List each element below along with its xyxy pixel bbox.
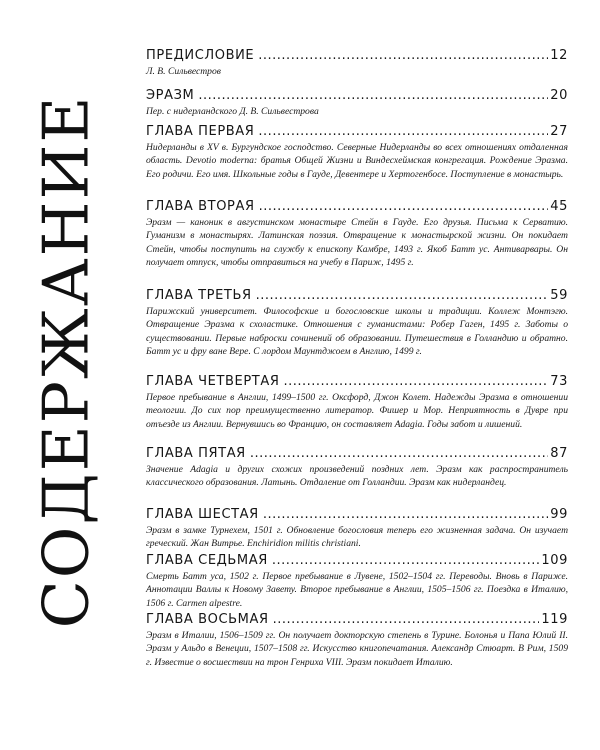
toc-entry-title: ГЛАВА ВОСЬМАЯ (146, 612, 269, 627)
toc-entry-title: ГЛАВА ТРЕТЬЯ (146, 288, 252, 303)
toc-entry-title: ПРЕДИСЛОВИЕ (146, 48, 255, 63)
toc-entry-title: ГЛАВА СЕДЬМАЯ (146, 553, 268, 568)
toc-entry-desc: Парижский университет. Философские и богословские школы и традиции. Коллеж Монтэгю. Отвращение Эразма к схоластике. Отношения с гуманистами: Робер Гаген, 1495 г. Заботы о существовании. Первые наброски сочинений об образовании. Путешествия в Голландию и обратно. Батт ус и фру ване Вере. С лордом Маунтджоем в Англию, 1499 г. (146, 306, 568, 358)
dot-leader (250, 446, 548, 461)
toc-entry-head (146, 507, 568, 522)
toc-entry-head (146, 374, 568, 389)
toc-entry-page: 87 (550, 446, 568, 461)
toc-entry-chapter-3[interactable] (146, 288, 568, 359)
toc-entry-desc: Нидерланды в XV в. Бургундское господство. Северные Нидерланды во всех отношениях отдаленная область. Devotio moderna: братья Общей Жизни и Виндесхеймская конгрегация. Рождение Эразма. Его родичи. Его имя. Школьные годы в Гауде, Девентере и Хертогенбосе. Поступление в монастырь. (146, 142, 568, 180)
toc-entry-title: ГЛАВА ВТОРАЯ (146, 199, 255, 214)
toc-entry-desc: Значение Adagia и других схожих произведений поздних лет. Эразм как распространитель классического образования. Латынь. Отдаление от Голландии. Эразм как нидерландец. (146, 464, 568, 489)
toc-entry-desc: Эразм в Италии, 1506–1509 гг. Он получает докторскую степень в Турине. Болонья и Папа Юлий II. Эразм у Альдо в Венеции, 1507–1508 гг. Искусство книгопечатания. Александр Стюарт. В Рим, 1509 г. Известие о восшествии на трон Генриха VIII. Эразм покидает Италию. (146, 630, 568, 668)
toc-entry-title: ГЛАВА ПЯТАЯ (146, 446, 246, 461)
toc-entry-page: 99 (550, 507, 568, 522)
contents-heading-text: СОДЕРЖАНИЕ (29, 94, 103, 629)
toc-entry-head (146, 88, 568, 103)
toc-entry-head (146, 48, 568, 63)
toc-entry-chapter-8[interactable] (146, 612, 568, 669)
toc-entry-desc: Пер. с нидерландского Д. В. Сильвестрова (146, 106, 319, 117)
toc-entry-preface[interactable] (146, 48, 568, 78)
toc-entry-page: 59 (550, 288, 568, 303)
toc-entry-desc: Эразм — каноник в августинском монастыре Стейн в Гауде. Его друзья. Письма к Серватию. Гуманизм в монастырях. Латинская поэзия. Отвращение к монастырской жизни. Он покидает Стейн, чтобы поступить на службу к епископу Камбре, 1493 г. Якоб Батт ус. Антиварвары. Он получает отпуск, чтобы отправиться на учебу в Париж, 1495 г. (146, 217, 568, 269)
toc-entry-head (146, 124, 568, 139)
dot-leader (283, 374, 548, 389)
dot-leader (259, 199, 549, 214)
toc-entry-title: ГЛАВА ЧЕТВЕРТАЯ (146, 374, 280, 389)
dot-leader (273, 612, 540, 627)
toc-entry-desc: Смерть Батт уса, 1502 г. Первое пребывание в Лувене, 1502–1504 гг. Переводы. Вновь в Париже. Аннотации Валлы к Новому Завету. Второе пребывание в Англии, 1505–1506 гг. Поездка в Италию, 1506 г. Carmen alpestre. (146, 571, 568, 609)
toc-entry-head (146, 199, 568, 214)
toc-entry-page: 45 (550, 199, 568, 214)
toc-entry-title: ЭРАЗМ (146, 88, 195, 103)
dot-leader (258, 48, 548, 63)
toc-entry-head (146, 612, 568, 627)
toc-entry-chapter-4[interactable] (146, 374, 568, 431)
toc-entry-page: 27 (550, 124, 568, 139)
toc-entry-desc: Эразм в замке Турнехем, 1501 г. Обновление богословия теперь его жизненная задача. Он изучает греческий. Жан Витрье. Enchiridion militis christiani. (146, 525, 568, 550)
toc-entry-head (146, 288, 568, 303)
toc-entry-page: 12 (550, 48, 568, 63)
dot-leader (258, 124, 548, 139)
contents-heading (6, 34, 126, 689)
toc-entry-page: 20 (550, 88, 568, 103)
dot-leader (198, 88, 548, 103)
dot-leader (272, 553, 540, 568)
toc-entry-head (146, 553, 568, 568)
toc-entry-chapter-1[interactable] (146, 124, 568, 181)
toc-entry-head (146, 446, 568, 461)
toc-entry-page: 119 (541, 612, 568, 627)
toc-entry-title: ГЛАВА ПЕРВАЯ (146, 124, 255, 139)
toc-entry-erasmus[interactable] (146, 88, 568, 118)
toc-entry-chapter-6[interactable] (146, 507, 568, 551)
dot-leader (263, 507, 548, 522)
toc-entry-page: 109 (541, 553, 568, 568)
toc-entry-desc: Л. В. Сильвестров (146, 66, 221, 77)
toc-entry-desc: Первое пребывание в Англии, 1499–1500 гг. Оксфорд, Джон Колет. Надежды Эразма в отношении теологии. До сих пор преимущественно литератор. Фишер и Мор. Неприятность в Дувре при отъезде из Англии. Вернувшись во Францию, он составляет Adagia. Годы забот и лишений. (146, 392, 568, 430)
toc-entry-chapter-2[interactable] (146, 199, 568, 270)
toc-entry-chapter-7[interactable] (146, 553, 568, 610)
toc-entry-title: ГЛАВА ШЕСТАЯ (146, 507, 259, 522)
toc-entry-chapter-5[interactable] (146, 446, 568, 490)
dot-leader (256, 288, 549, 303)
toc-entry-page: 73 (550, 374, 568, 389)
